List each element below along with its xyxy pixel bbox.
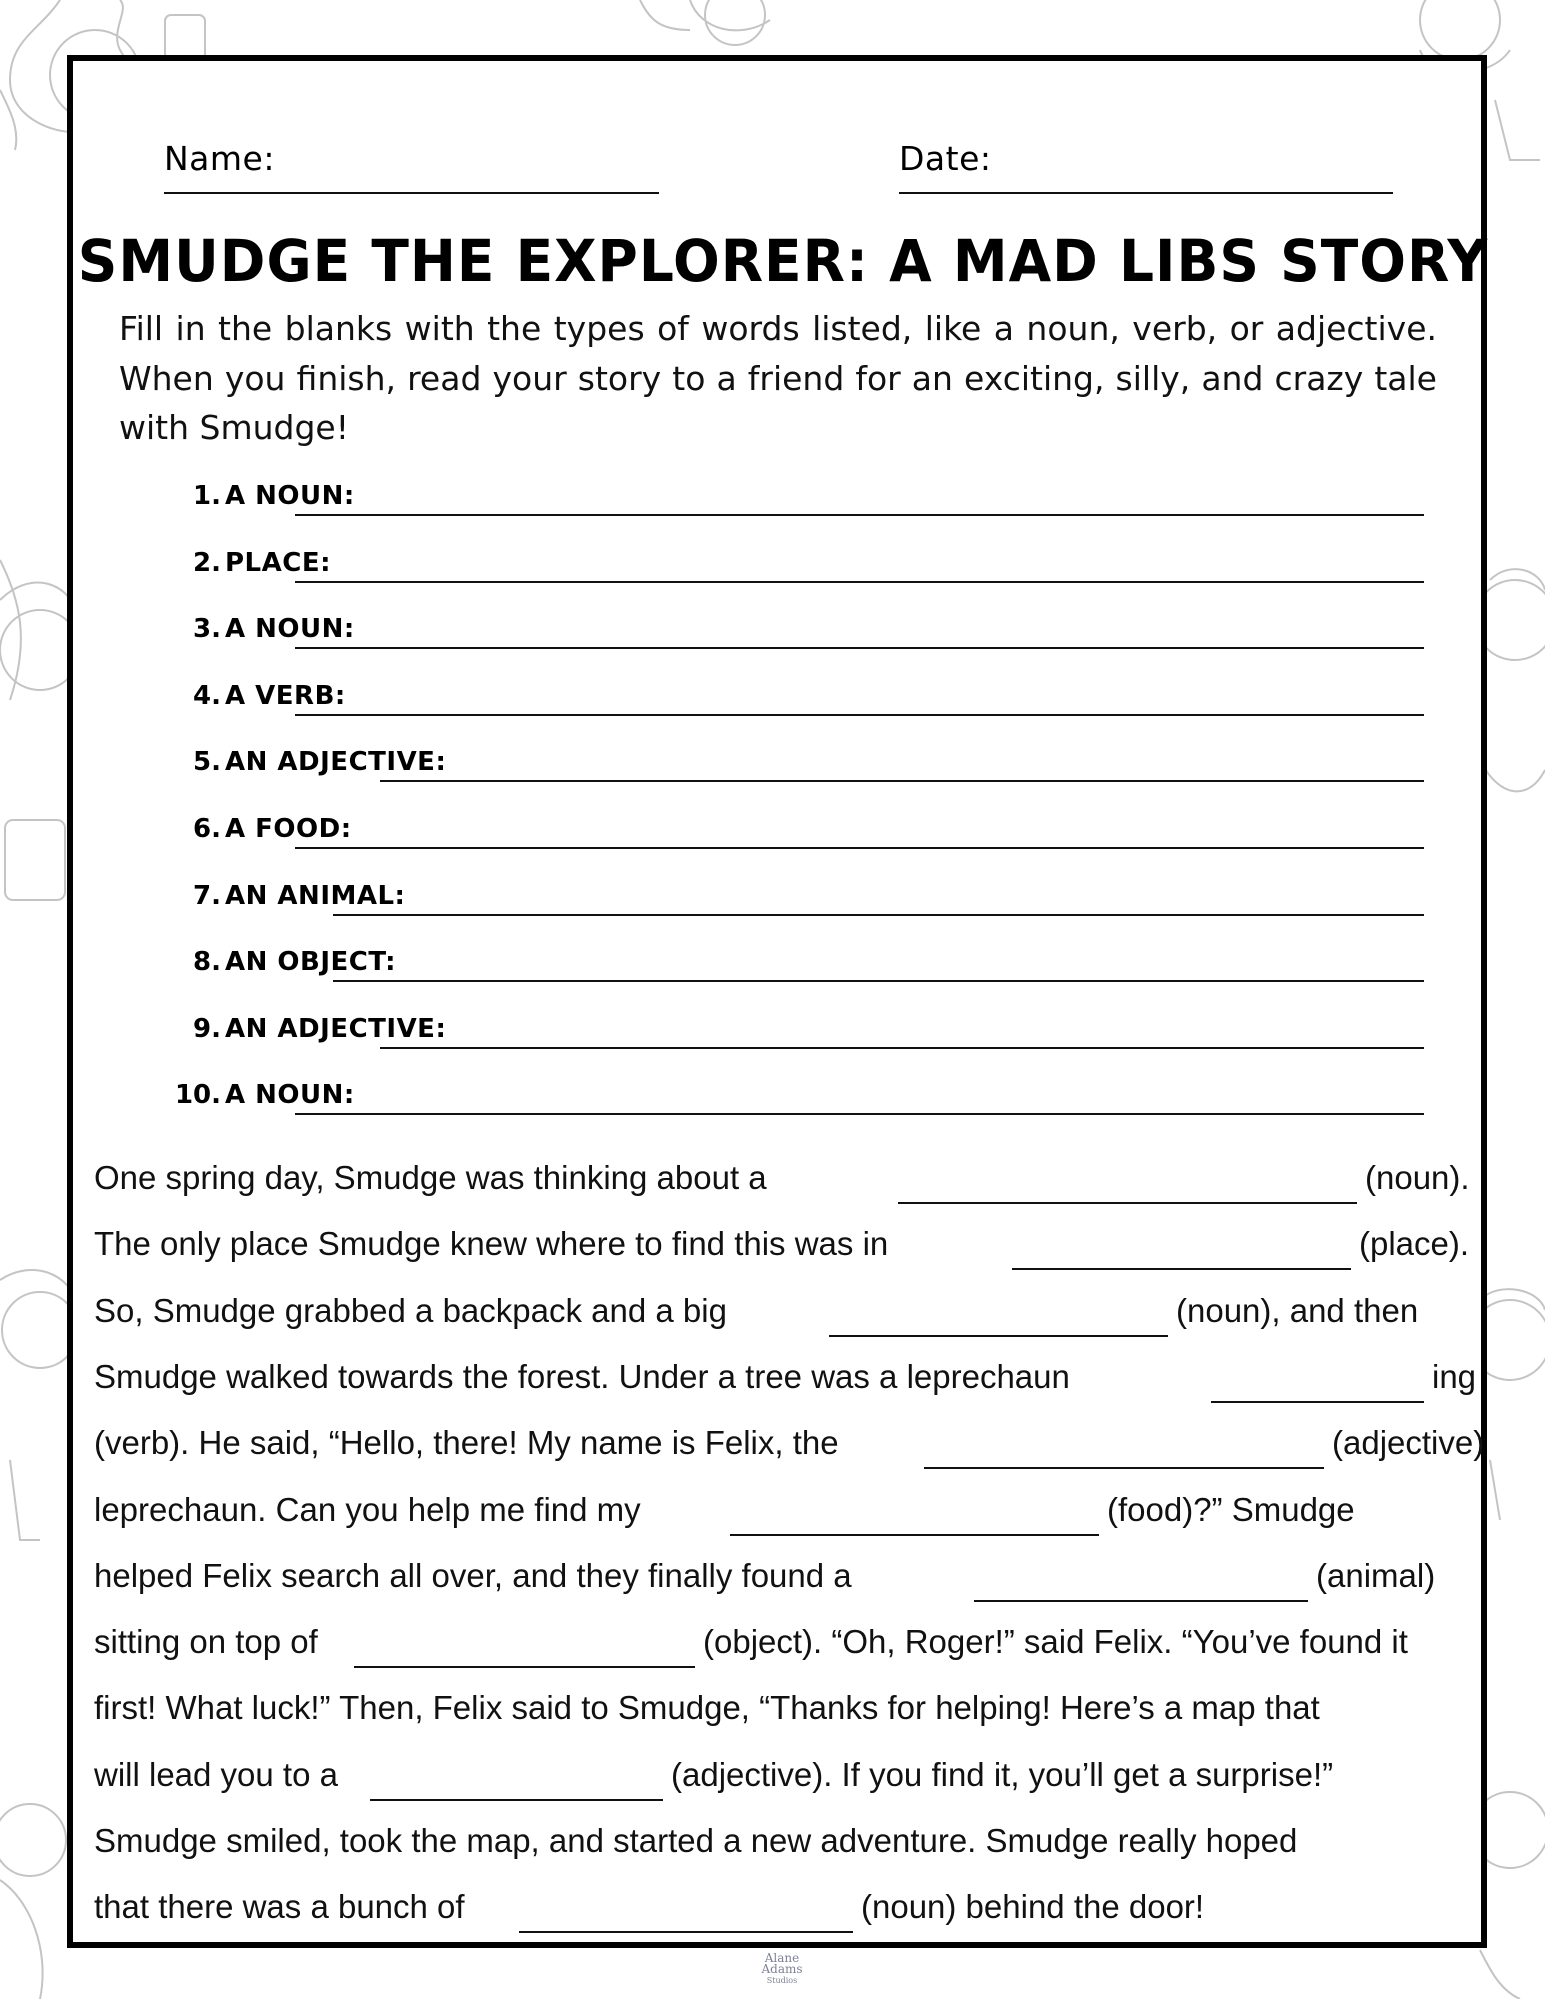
logo-line-1: Alane: [764, 1951, 800, 1965]
word-list-item: [73, 548, 1493, 588]
word-list-label: AN ADJECTIVE:: [225, 747, 447, 778]
word-list-item: [73, 814, 1493, 854]
story-line: [94, 1424, 1484, 1474]
word-list-label: AN ANIMAL:: [225, 880, 406, 911]
story-text-segment: leprechaun. Can you help me find my: [94, 1490, 641, 1528]
story-line: [94, 1623, 1484, 1673]
story-text-segment: The only place Smudge knew where to find this was in: [94, 1225, 889, 1263]
word-list-label: A FOOD:: [225, 814, 352, 844]
word-entry-field[interactable]: [333, 914, 1424, 916]
logo-line-3: Studios: [766, 1976, 798, 1985]
story-blank-field[interactable]: [519, 1931, 853, 1933]
story-text-segment: (noun) behind the door!: [861, 1888, 1205, 1926]
word-list-number: 9.: [193, 1013, 221, 1044]
story-line: [94, 1159, 1484, 1209]
word-entry-field[interactable]: [295, 514, 1424, 516]
word-list-item: [73, 681, 1493, 721]
story-text-segment: (noun).: [1365, 1159, 1470, 1196]
studio-logo: [752, 1953, 812, 1989]
story-line: [94, 1491, 1484, 1541]
story-line: [94, 1225, 1484, 1275]
story-text-segment: (noun), and then: [1176, 1291, 1419, 1329]
story-text-segment: Smudge walked towards the forest. Under a tree was a leprechaun: [94, 1357, 1070, 1395]
story-text-segment: (adjective). If you find it, you’ll get a surprise!”: [671, 1755, 1334, 1793]
word-list-number: 1.: [193, 481, 221, 511]
word-list-item: [73, 881, 1493, 921]
story-blank-field[interactable]: [924, 1467, 1324, 1469]
story-line: [94, 1822, 1484, 1872]
word-list-number: 4.: [193, 680, 221, 711]
story-blank-field[interactable]: [829, 1335, 1168, 1337]
story-blank-field[interactable]: [974, 1600, 1308, 1602]
word-list-item: [73, 481, 1493, 521]
story-line: [94, 1292, 1484, 1342]
story-text-segment: helped Felix search all over, and they finally found a: [94, 1556, 852, 1594]
story-text-segment: (place).: [1359, 1225, 1470, 1263]
word-entry-field[interactable]: [333, 980, 1424, 982]
story-text-segment: One spring day, Smudge was thinking about a: [94, 1159, 767, 1196]
instructions-text: Fill in the blanks with the types of words listed, like a noun, verb, or adjective. When you finish, read your story to a friend for an exciting, silly, and crazy tale with Smudge!: [119, 309, 1437, 447]
date-field[interactable]: [899, 192, 1393, 194]
story-text-segment: (animal): [1316, 1556, 1436, 1594]
word-list-number: 5.: [193, 747, 221, 778]
story-line: [94, 1756, 1484, 1806]
word-entry-field[interactable]: [295, 847, 1424, 849]
logo-line-2: Adams: [761, 1962, 803, 1976]
story-text-segment: sitting on top of: [94, 1623, 318, 1661]
word-list-label: A VERB:: [225, 680, 346, 711]
word-list-label: A NOUN:: [225, 614, 355, 645]
name-field[interactable]: [164, 192, 659, 194]
story-text-segment: (object). “Oh, Roger!” said Felix. “You’ve found it: [703, 1623, 1408, 1661]
word-list-number: 3.: [193, 614, 221, 645]
word-entry-field[interactable]: [295, 1113, 1424, 1115]
story-blank-field[interactable]: [898, 1202, 1357, 1204]
word-list-item: [73, 947, 1493, 987]
word-list-number: 2.: [193, 547, 221, 578]
page-title: SMUDGE THE EXPLORER: A MAD LIBS STORY: [77, 227, 1489, 295]
word-list-item: [73, 614, 1493, 654]
story-text-segment: that there was a bunch of: [94, 1888, 465, 1926]
worksheet-frame: [67, 55, 1487, 1948]
word-list-label: PLACE:: [225, 547, 331, 578]
word-list-number: 7.: [193, 880, 221, 911]
story-text-segment: first! What luck!” Then, Felix said to Smudge, “Thanks for helping! Here’s a map that: [94, 1689, 1320, 1727]
story-line: [94, 1358, 1484, 1408]
name-label: Name:: [164, 139, 275, 178]
word-entry-field[interactable]: [295, 647, 1424, 649]
word-list-label: A NOUN:: [225, 1080, 355, 1111]
word-list-item: [73, 747, 1493, 787]
story-text-segment: So, Smudge grabbed a backpack and a big: [94, 1291, 727, 1329]
word-entry-field[interactable]: [295, 714, 1424, 716]
story-blank-field[interactable]: [354, 1666, 695, 1668]
word-list-label: A NOUN:: [225, 481, 355, 511]
word-list-item: [73, 1014, 1493, 1054]
story-text-segment: (food)?” Smudge: [1107, 1490, 1355, 1528]
story-text-segment: (adjective): [1332, 1424, 1485, 1462]
word-entry-field[interactable]: [380, 780, 1424, 782]
story-line: [94, 1689, 1484, 1739]
story-blank-field[interactable]: [370, 1799, 663, 1801]
word-list-number: 8.: [193, 947, 221, 978]
story-text-segment: will lead you to a: [94, 1755, 338, 1793]
word-list-label: AN ADJECTIVE:: [225, 1013, 447, 1044]
word-list-number: 10.: [174, 1080, 221, 1111]
story-blank-field[interactable]: [730, 1534, 1099, 1536]
story-text-segment: ing: [1432, 1357, 1477, 1395]
story-line: [94, 1557, 1484, 1607]
story-blank-field[interactable]: [1211, 1401, 1424, 1403]
story-text-segment: Smudge smiled, took the map, and started a new adventure. Smudge really hoped: [94, 1822, 1298, 1859]
story-line: [94, 1888, 1484, 1938]
story-text-segment: (verb). He said, “Hello, there! My name is Felix, the: [94, 1424, 839, 1462]
word-entry-field[interactable]: [295, 581, 1424, 583]
story-blank-field[interactable]: [1012, 1268, 1351, 1270]
word-list-label: AN OBJECT:: [225, 947, 397, 978]
word-list-item: [73, 1080, 1493, 1120]
word-entry-field[interactable]: [380, 1047, 1424, 1049]
date-label: Date:: [899, 139, 992, 178]
word-list-number: 6.: [193, 814, 221, 844]
